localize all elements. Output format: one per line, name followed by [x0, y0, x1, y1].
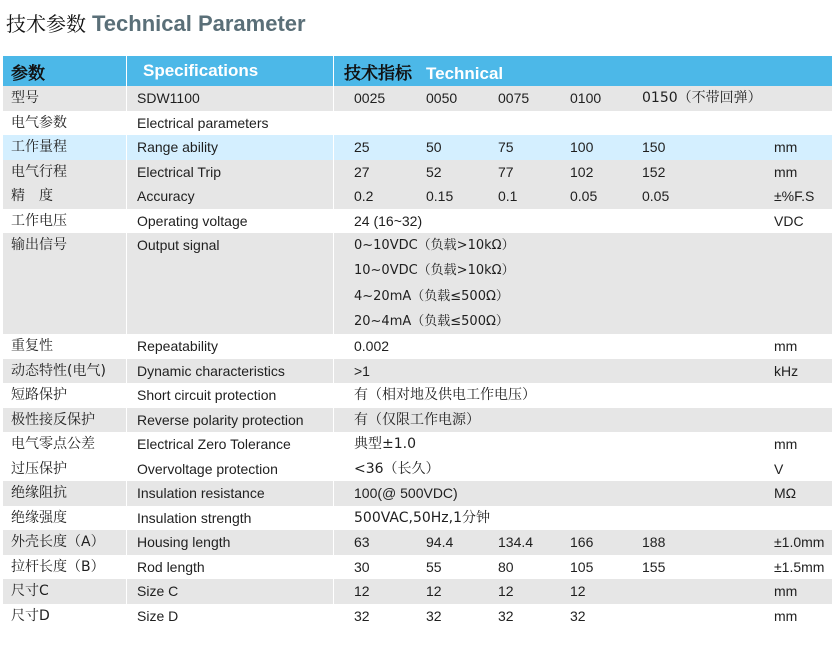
- value-cell: 12: [570, 583, 586, 600]
- value-cell: 55: [426, 558, 442, 575]
- unit-label: mm: [774, 338, 798, 355]
- table-row: [3, 432, 833, 457]
- table-row: [3, 209, 833, 234]
- value-cell: 0150（不带回弹）: [642, 90, 762, 106]
- value-cell: 155: [642, 558, 666, 575]
- value-cell: 77: [498, 163, 514, 180]
- value-cell: 24 (16~32): [354, 212, 423, 229]
- value-cell: >1: [354, 362, 370, 379]
- value-cell: 105: [570, 558, 594, 575]
- value-cell: 75: [498, 139, 514, 155]
- unit-label: MΩ: [774, 485, 797, 502]
- value-cell: <36（长久）: [354, 460, 440, 477]
- param-values: [334, 135, 833, 160]
- table-row: [3, 383, 833, 408]
- param-name-cn: 拉杆长度（B）: [3, 555, 127, 580]
- value-cell: 27: [354, 163, 370, 180]
- param-name-cn: 精 度: [3, 184, 127, 209]
- table-row: [3, 184, 833, 209]
- param-values: [334, 555, 833, 580]
- param-name-en: Electrical parameters: [127, 111, 334, 136]
- value-cell: 0050: [426, 90, 458, 106]
- unit-label: [774, 506, 832, 531]
- value-cell: 80: [498, 558, 514, 575]
- param-name-en: Electrical Trip: [127, 160, 334, 185]
- value-cell: 134.4: [498, 534, 534, 551]
- value-cell: 100(@ 500VDC): [354, 485, 458, 502]
- value-cell: 12: [426, 583, 442, 600]
- value-cell: 0100: [570, 90, 602, 106]
- param-name-cn: 过压保护: [3, 457, 127, 482]
- table-row: [3, 334, 833, 359]
- param-name-cn: 电气参数: [3, 111, 127, 136]
- value-cell: 0.002: [354, 338, 390, 355]
- spec-table: [2, 56, 833, 628]
- param-name-en: Dynamic characteristics: [127, 359, 334, 384]
- table-row: [3, 481, 833, 506]
- value-cell: 152: [642, 163, 666, 180]
- page-title: [6, 8, 306, 42]
- value-cell: 0.2: [354, 188, 374, 204]
- value-cell: 0075: [498, 90, 530, 106]
- param-values: [334, 383, 833, 408]
- output-signal-line: 0~10VDC（负载>10kΩ）: [354, 238, 515, 253]
- param-name-cn: 电气行程: [3, 160, 127, 185]
- param-name-en: Accuracy: [127, 184, 334, 209]
- param-name-cn: 外壳长度（A）: [3, 530, 127, 555]
- param-name-en: Reverse polarity protection: [127, 408, 334, 433]
- param-values: [334, 359, 833, 384]
- table-row: [3, 160, 833, 185]
- param-name-cn: 型号: [3, 86, 127, 111]
- title-english: Technical Parameter: [92, 11, 306, 36]
- param-name-cn: 尺寸C: [3, 579, 127, 604]
- value-cell: 12: [498, 583, 514, 600]
- value-cell: 188: [642, 534, 666, 551]
- value-cell: 0.05: [642, 188, 670, 204]
- param-name-en: Operating voltage: [127, 209, 334, 234]
- param-values: [334, 209, 833, 234]
- table-row: [3, 457, 833, 482]
- value-cell: 0.1: [498, 188, 518, 204]
- table-row: [3, 86, 833, 111]
- param-values: [334, 579, 833, 604]
- param-name-cn: 短路保护: [3, 383, 127, 408]
- param-name-cn: 输出信号: [3, 233, 127, 334]
- value-cell: 12: [354, 583, 370, 600]
- value-cell: 100: [570, 139, 594, 155]
- table-row: [3, 555, 833, 580]
- param-values: [334, 160, 833, 185]
- value-cell: 0.15: [426, 188, 454, 204]
- table-row: [3, 530, 833, 555]
- unit-label: mm: [774, 436, 798, 453]
- value-cell: 25: [354, 139, 370, 155]
- output-signal-line: 20~4mA（负载≤500Ω）: [354, 313, 509, 329]
- table-row: [3, 111, 833, 136]
- value-cell: 有（相对地及供电工作电压）: [354, 387, 536, 404]
- header-technical: 技术指标 Technical: [334, 56, 833, 86]
- unit-label: ±1.0mm: [774, 534, 825, 551]
- table-row: [3, 359, 833, 384]
- value-cell: 0025: [354, 90, 386, 106]
- unit-label: ±%F.S: [774, 188, 815, 204]
- unit-label: mm: [774, 583, 798, 600]
- table-header-row: [3, 56, 833, 86]
- value-cell: 500VAC,50Hz,1分钟: [354, 509, 491, 526]
- param-values: [334, 481, 833, 506]
- param-name-en: Rod length: [127, 555, 334, 580]
- param-values: [334, 184, 833, 209]
- unit-label: kHz: [774, 362, 799, 379]
- value-cell: 30: [354, 558, 370, 575]
- param-name-cn: 工作电压: [3, 209, 127, 234]
- unit-label: [774, 86, 832, 111]
- param-values: [334, 432, 833, 457]
- param-name-en: Size D: [127, 604, 334, 629]
- value-cell: 102: [570, 163, 594, 180]
- unit-label: mm: [774, 607, 798, 624]
- param-values: [334, 408, 833, 433]
- param-name-en: Size C: [127, 579, 334, 604]
- value-cell: 63: [354, 534, 370, 551]
- value-cell: 0.05: [570, 188, 598, 204]
- unit-label: ±1.5mm: [774, 558, 825, 575]
- header-param: 参数: [3, 56, 127, 86]
- param-name-en: Short circuit protection: [127, 383, 334, 408]
- param-name-cn: 极性接反保护: [3, 408, 127, 433]
- table-row: [3, 506, 833, 531]
- table-row: [3, 135, 833, 160]
- unit-label: mm: [774, 163, 798, 180]
- unit-label: mm: [774, 139, 798, 155]
- param-name-en: Electrical Zero Tolerance: [127, 432, 334, 457]
- output-signal-line: 4~20mA（负载≤500Ω）: [354, 288, 509, 304]
- value-cell: 150: [642, 139, 666, 155]
- table-row: [3, 408, 833, 433]
- param-name-en: Range ability: [127, 135, 334, 160]
- param-name-cn: 动态特性(电气): [3, 359, 127, 384]
- table-row: [3, 579, 833, 604]
- param-name-en: Repeatability: [127, 334, 334, 359]
- value-cell: 32: [426, 607, 442, 624]
- param-values: [334, 457, 833, 482]
- value-cell: 32: [498, 607, 514, 624]
- param-values: [334, 86, 833, 111]
- param-values: [334, 530, 833, 555]
- param-name-en: SDW1100: [127, 86, 334, 111]
- param-name-en: Insulation resistance: [127, 481, 334, 506]
- value-cell: 52: [426, 163, 442, 180]
- output-signal-line: 10~0VDC（负载>10kΩ）: [354, 263, 515, 279]
- value-cell: 94.4: [426, 534, 454, 551]
- param-values: [334, 233, 833, 334]
- param-name-cn: 绝缘强度: [3, 506, 127, 531]
- param-name-cn: 电气零点公差: [3, 432, 127, 457]
- param-name-en: Housing length: [127, 530, 334, 555]
- unit-label: [774, 408, 832, 433]
- param-values: [334, 506, 833, 531]
- unit-label: V: [774, 460, 784, 477]
- value-cell: 50: [426, 139, 442, 155]
- param-name-en: Output signal: [127, 233, 334, 334]
- param-name-en: Insulation strength: [127, 506, 334, 531]
- unit-label: VDC: [774, 212, 804, 229]
- param-values: [334, 334, 833, 359]
- value-cell: 典型±1.0: [354, 436, 416, 453]
- value-cell: 32: [570, 607, 586, 624]
- header-specifications: Specifications: [127, 56, 334, 86]
- param-name-cn: 尺寸D: [3, 604, 127, 629]
- param-values: [334, 111, 833, 136]
- value-cell: 166: [570, 534, 594, 551]
- table-row: [3, 604, 833, 629]
- table-row: [3, 233, 833, 334]
- value-cell: 32: [354, 607, 370, 624]
- param-name-en: Overvoltage protection: [127, 457, 334, 482]
- param-name-cn: 重复性: [3, 334, 127, 359]
- title-chinese: 技术参数: [6, 12, 86, 36]
- param-values: [334, 604, 833, 629]
- param-name-cn: 绝缘阻抗: [3, 481, 127, 506]
- param-name-cn: 工作量程: [3, 135, 127, 160]
- unit-label: [774, 383, 832, 408]
- value-cell: 有（仅限工作电源）: [354, 411, 480, 428]
